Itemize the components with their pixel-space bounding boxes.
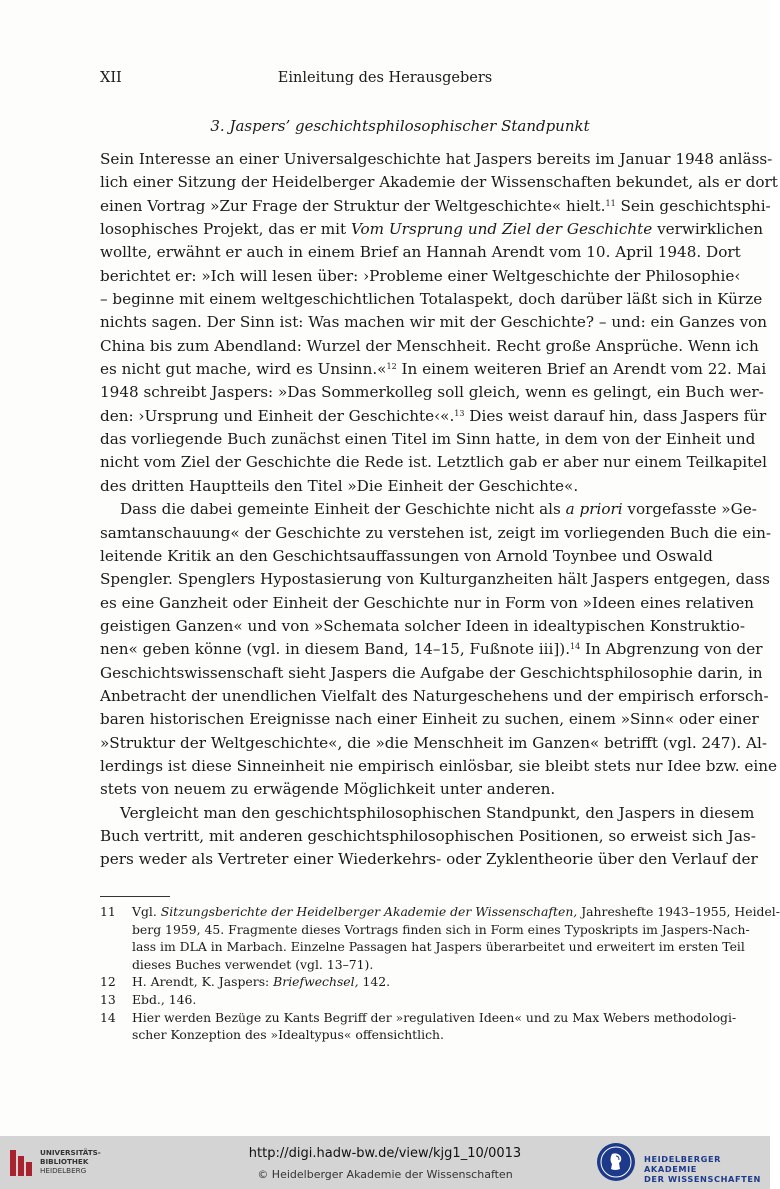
footnote-number: 11	[100, 904, 116, 919]
text-line: des dritten Hauptteils den Titel »Die Einheit der Geschichte«.	[100, 476, 579, 495]
text-line: »Struktur der Weltgeschichte«, die »die Menschheit im Ganzen« betrifft (vgl. 247). Al-	[100, 733, 768, 752]
text-line: berichtet er: »Ich will lesen über: ›Probleme einer Weltgeschichte der Philosophie‹	[100, 266, 741, 285]
academy-logo[interactable]	[596, 1142, 766, 1184]
footnotes	[100, 903, 780, 1044]
text-line: samtanschauung« der Geschichte zu verstehen ist, zeigt im vorliegenden Buch die ein-	[100, 523, 771, 542]
footnote: 13 Ebd., 146.	[100, 991, 197, 1007]
text-line: pers weder als Vertreter einer Wiederkehrs- oder Zyklentheorie über den Verlauf der	[100, 850, 758, 869]
text-line: baren historischen Ereignisse nach einer Einheit zu suchen, einem »Sinn« oder einer	[100, 710, 759, 729]
text-line: wollte, erwähnt er auch in einem Brief an Hannah Arendt vom 10. April 1948. Dort	[100, 243, 741, 262]
footnote: 11 Vgl. Sitzungsberichte der Heidelberger Akademie der Wissenschaften, Jahreshefte 1943–1955, Heidel- berg 1959, 45. Fragmente dieses Vortrags finden sich in Form eines Typoskripts im Jaspers-Nach- lass im DLA in Marbach. Einzelne Passagen hat Jaspers überarbeitet und erweitert im ersten Teil dieses Buches verwendet (vgl. 13–71).	[100, 904, 780, 972]
running-title: Einleitung des Herausgebers	[277, 70, 493, 86]
footnote: 14 Hier werden Bezüge zu Kants Begriff der »regulativen Ideen« und zu Max Webers methodologi- scher Konzeption des »Idealtypus« offensichtlich.	[100, 1009, 737, 1043]
footnote-number: 14	[100, 1009, 116, 1025]
text-line: leitende Kritik an den Geschichtsauffassungen von Arnold Toynbee und Oswald	[100, 546, 713, 565]
footnote-ref[interactable]: 14	[570, 642, 581, 652]
copyright-notice: © Heidelberger Akademie der Wissenschaften	[257, 1168, 513, 1181]
text-line: – beginne mit einem weltgeschichtlichen Totalaspekt, doch darüber läßt sich in Kürze	[100, 290, 763, 309]
footnote-ref[interactable]: 13	[454, 408, 465, 418]
text-line: es eine Ganzheit oder Einheit der Geschichte nur in Form von »Ideen eines relativen	[100, 593, 754, 612]
footnote: 12 H. Arendt, K. Jaspers: Briefwechsel, 142.	[100, 974, 391, 990]
text-line: nichts sagen. Der Sinn ist: Was machen wir mit der Geschichte? – und: ein Ganzes von	[100, 313, 768, 332]
footnote-divider	[100, 896, 170, 897]
text-line: geistigen Ganzen« und von »Schemata solcher Ideen in idealtypischen Konstruktio-	[100, 616, 745, 635]
text-line: Spengler. Spenglers Hypostasierung von Kulturganzheiten hält Jaspers entgegen, dass	[100, 570, 770, 589]
text-line: den: ›Ursprung und Einheit der Geschichte‹«.$^{13}$ Dies weist darauf hin, dass Jaspers für	[100, 406, 767, 425]
text-line: stets von neuem zu erwägende Möglichkeit unter anderen.	[100, 780, 556, 799]
library-name-line: BIBLIOTHEK	[40, 1156, 89, 1166]
text-line: China bis zum Abendland: Wurzel der Menschheit. Recht große Ansprüche. Wenn ich	[100, 336, 759, 355]
text-line: einen Vortrag »Zur Frage der Struktur der Weltgeschichte« hielt.$^{11}$ Sein geschichtsphi-	[100, 196, 771, 215]
running-header	[100, 70, 670, 92]
text-line: 1948 schreibt Jaspers: »Das Sommerkolleg soll gleich, wenn es gelingt, ein Buch wer-	[100, 383, 764, 402]
text-line: Dass die dabei gemeinte Einheit der Geschichte nicht als a priori vorgefasste »Ge-	[120, 500, 757, 519]
academy-seal-icon	[596, 1142, 636, 1182]
footer-bar	[0, 1136, 770, 1189]
book-title: Vom Ursprung und Ziel der Geschichte	[350, 220, 653, 239]
text-line: lerdings ist diese Sinneinheit nie empirisch einlösbar, sie bleibt stets nur Idee bzw. eine	[100, 756, 777, 775]
text-line: Anbetracht der unendlichen Vielfalt des Naturgeschehens und der empirisch erforsch-	[100, 686, 769, 705]
source-url-link[interactable]: http://digi.hadw-bw.de/view/kjg1_10/0013	[248, 1146, 522, 1161]
text-line: Buch vertritt, mit anderen geschichtsphilosophischen Positionen, so erweist sich Jas-	[100, 826, 756, 845]
body-text	[100, 148, 778, 872]
text-line: losophisches Projekt, das er mit Vom Ursprung und Ziel der Geschichte verwirklichen	[100, 220, 764, 239]
academy-name-line: HEIDELBERGER AKADEMIE	[644, 1154, 722, 1174]
text-line: es nicht gut mache, wird es Unsinn.«$^{12}$ In einem weiteren Brief an Arendt vom 22. Mai	[100, 360, 767, 379]
page-number: XII	[100, 70, 122, 86]
emphasis: a priori	[565, 500, 623, 519]
section-heading: 3. Jaspers’ geschichtsphilosophischer Standpunkt	[210, 117, 590, 135]
text-line: das vorliegende Buch zunächst einen Titel im Sinn hatte, in dem von der Einheit und	[100, 430, 756, 449]
footnote-number: 13	[100, 991, 116, 1007]
text-line: Geschichtswissenschaft sieht Jaspers die Aufgabe der Geschichtsphilosophie darin, in	[100, 663, 763, 682]
text-line: nicht vom Ziel der Geschichte die Rede ist. Letztlich gab er aber nur einem Teilkapitel	[100, 453, 768, 472]
text-line: lich einer Sitzung der Heidelberger Akademie der Wissenschaften bekundet, als er dort	[100, 173, 778, 192]
text-line: Sein Interesse an einer Universalgeschichte hat Jaspers bereits im Januar 1948 anläss-	[100, 150, 773, 168]
footnote-ref[interactable]: 12	[386, 362, 397, 372]
library-name-line: UNIVERSITÄTS-	[40, 1148, 101, 1157]
footnote-number: 12	[100, 974, 116, 990]
library-city: HEIDELBERG	[40, 1165, 87, 1175]
footnote-ref[interactable]: 11	[605, 198, 616, 208]
text-line: Vergleicht man den geschichtsphilosophischen Standpunkt, den Jaspers in diesem	[120, 803, 755, 822]
academy-name-line: DER WISSENSCHAFTEN	[644, 1174, 762, 1184]
text-line: nen« geben könne (vgl. in diesem Band, 14–15, Fußnote iii]).$^{14}$ In Abgrenzung von der	[100, 640, 763, 659]
